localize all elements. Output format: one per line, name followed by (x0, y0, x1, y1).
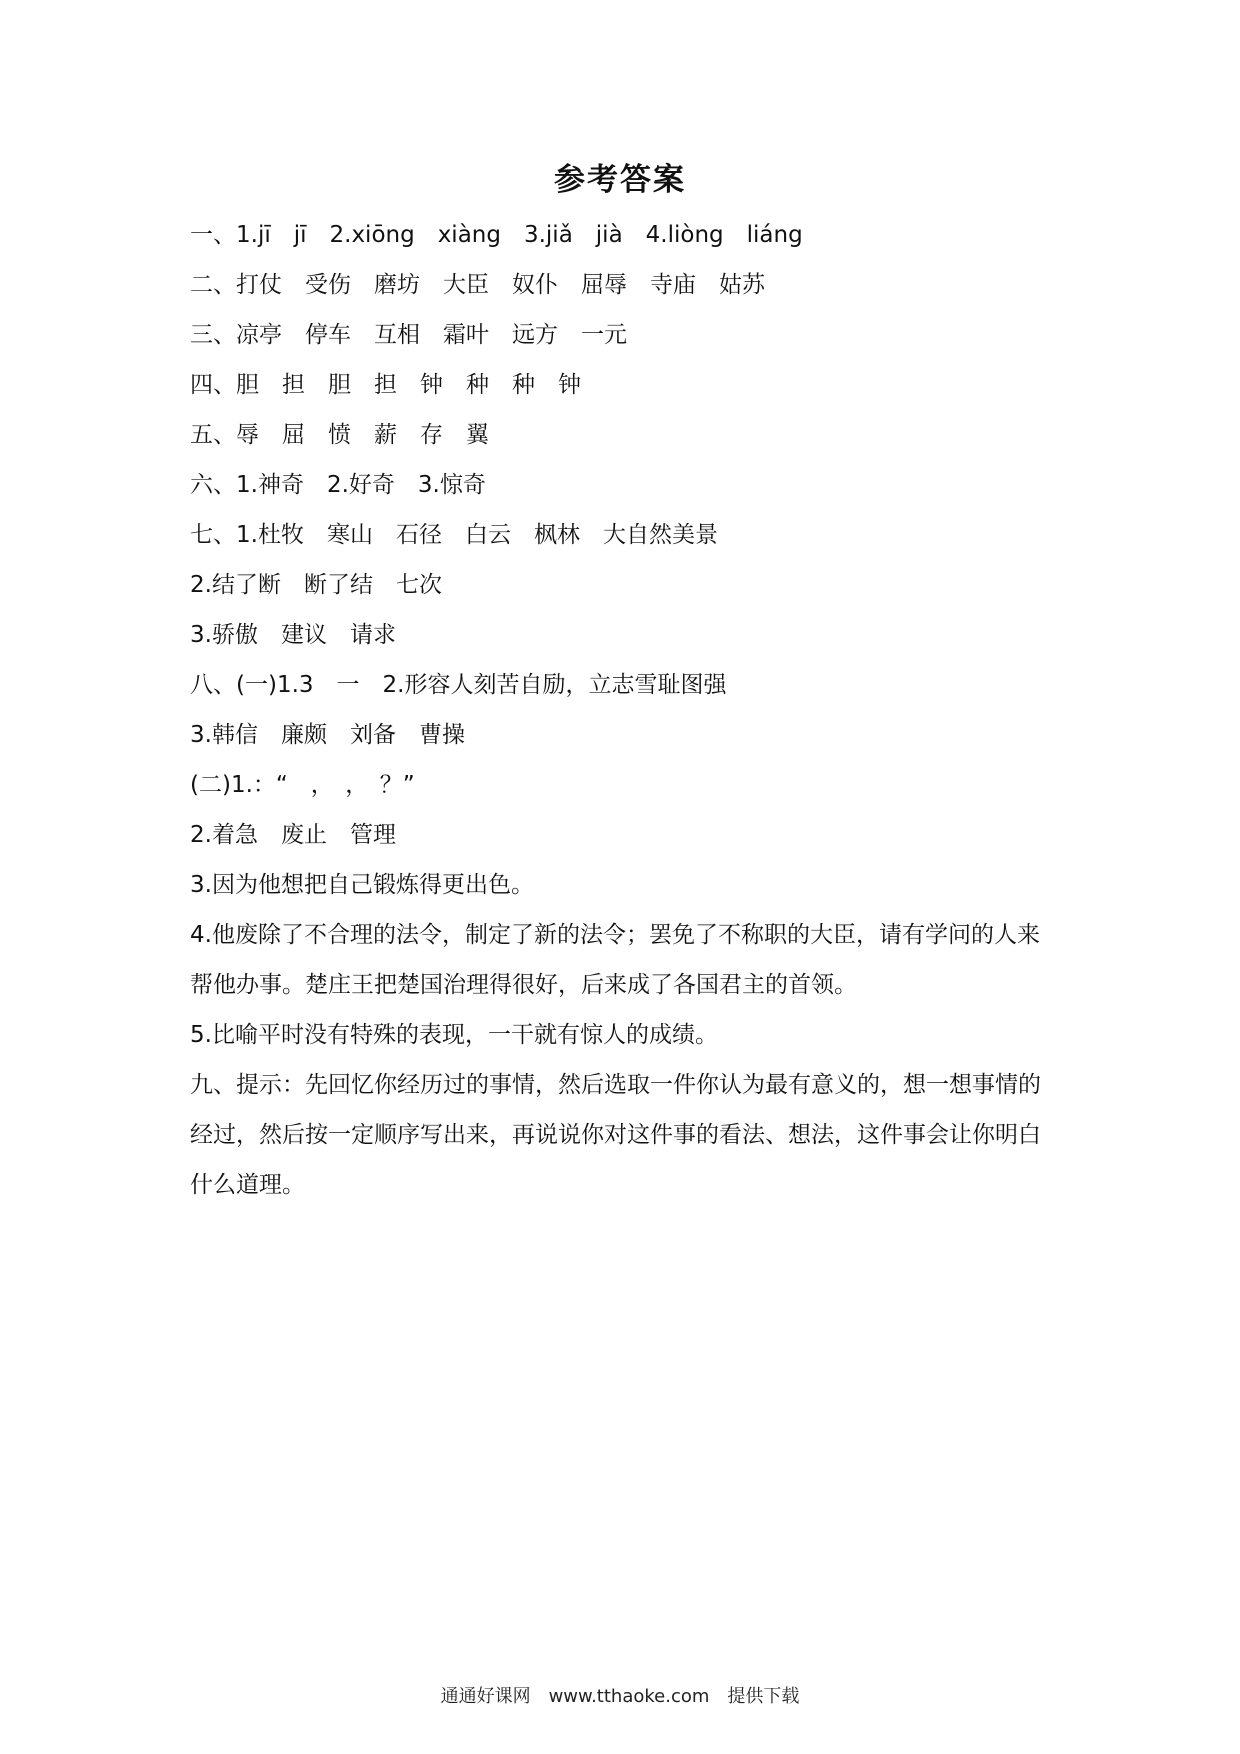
answer-line: 3.因为他想把自己锻炼得更出色。 (190, 872, 534, 898)
answer-line: 一、1.jī jī 2.xiōng xiàng 3.jiǎ jià 4.liòng liáng (190, 222, 803, 248)
answer-line: 3.骄傲 建议 请求 (190, 622, 396, 648)
answer-line: 三、凉亭 停车 互相 霜叶 远方 一元 (190, 322, 627, 348)
answer-line: 六、1.神奇 2.好奇 3.惊奇 (190, 472, 486, 498)
page-title: 参考答案 (554, 162, 686, 198)
answer-line: 2.着急 废止 管理 (190, 822, 396, 848)
answer-paragraph: 5.比喻平时没有特殊的表现，一干就有惊人的成绩。 (190, 1022, 718, 1048)
answer-paragraph: 九、提示：先回忆你经历过的事情，然后选取一件你认为最有意义的，想一想事情的经过，然后按一定顺序写出来，再说说你对这件事的看法、想法，这件事会让你明白什么道理。 (190, 1072, 1041, 1198)
answer-line: 二、打仗 受伤 磨坊 大臣 奴仆 屈辱 寺庙 姑苏 (190, 272, 765, 298)
answer-line: 五、辱 屈 愤 薪 存 翼 (190, 422, 489, 448)
answer-content (190, 210, 1060, 1210)
answer-line: 四、胆 担 胆 担 钟 种 种 钟 (190, 372, 581, 398)
answer-line: 八、(一)1.3 一 2.形容人刻苦自励，立志雪耻图强 (190, 672, 727, 698)
answer-line: 3.韩信 廉颇 刘备 曹操 (190, 722, 465, 748)
answer-line: 七、1.杜牧 寒山 石径 白云 枫林 大自然美景 (190, 522, 718, 548)
answer-line: (二)1.：“ ， ， ？” (190, 772, 415, 798)
answer-paragraph: 4.他废除了不合理的法令，制定了新的法令；罢免了不称职的大臣，请有学问的人来帮他办事。楚庄王把楚国治理得很好，后来成了各国君主的首领。 (190, 922, 1040, 998)
answer-line: 2.结了断 断了结 七次 (190, 572, 442, 598)
page-footer: 通通好课网 www.tthaoke.com 提供下载 (440, 1686, 800, 1707)
